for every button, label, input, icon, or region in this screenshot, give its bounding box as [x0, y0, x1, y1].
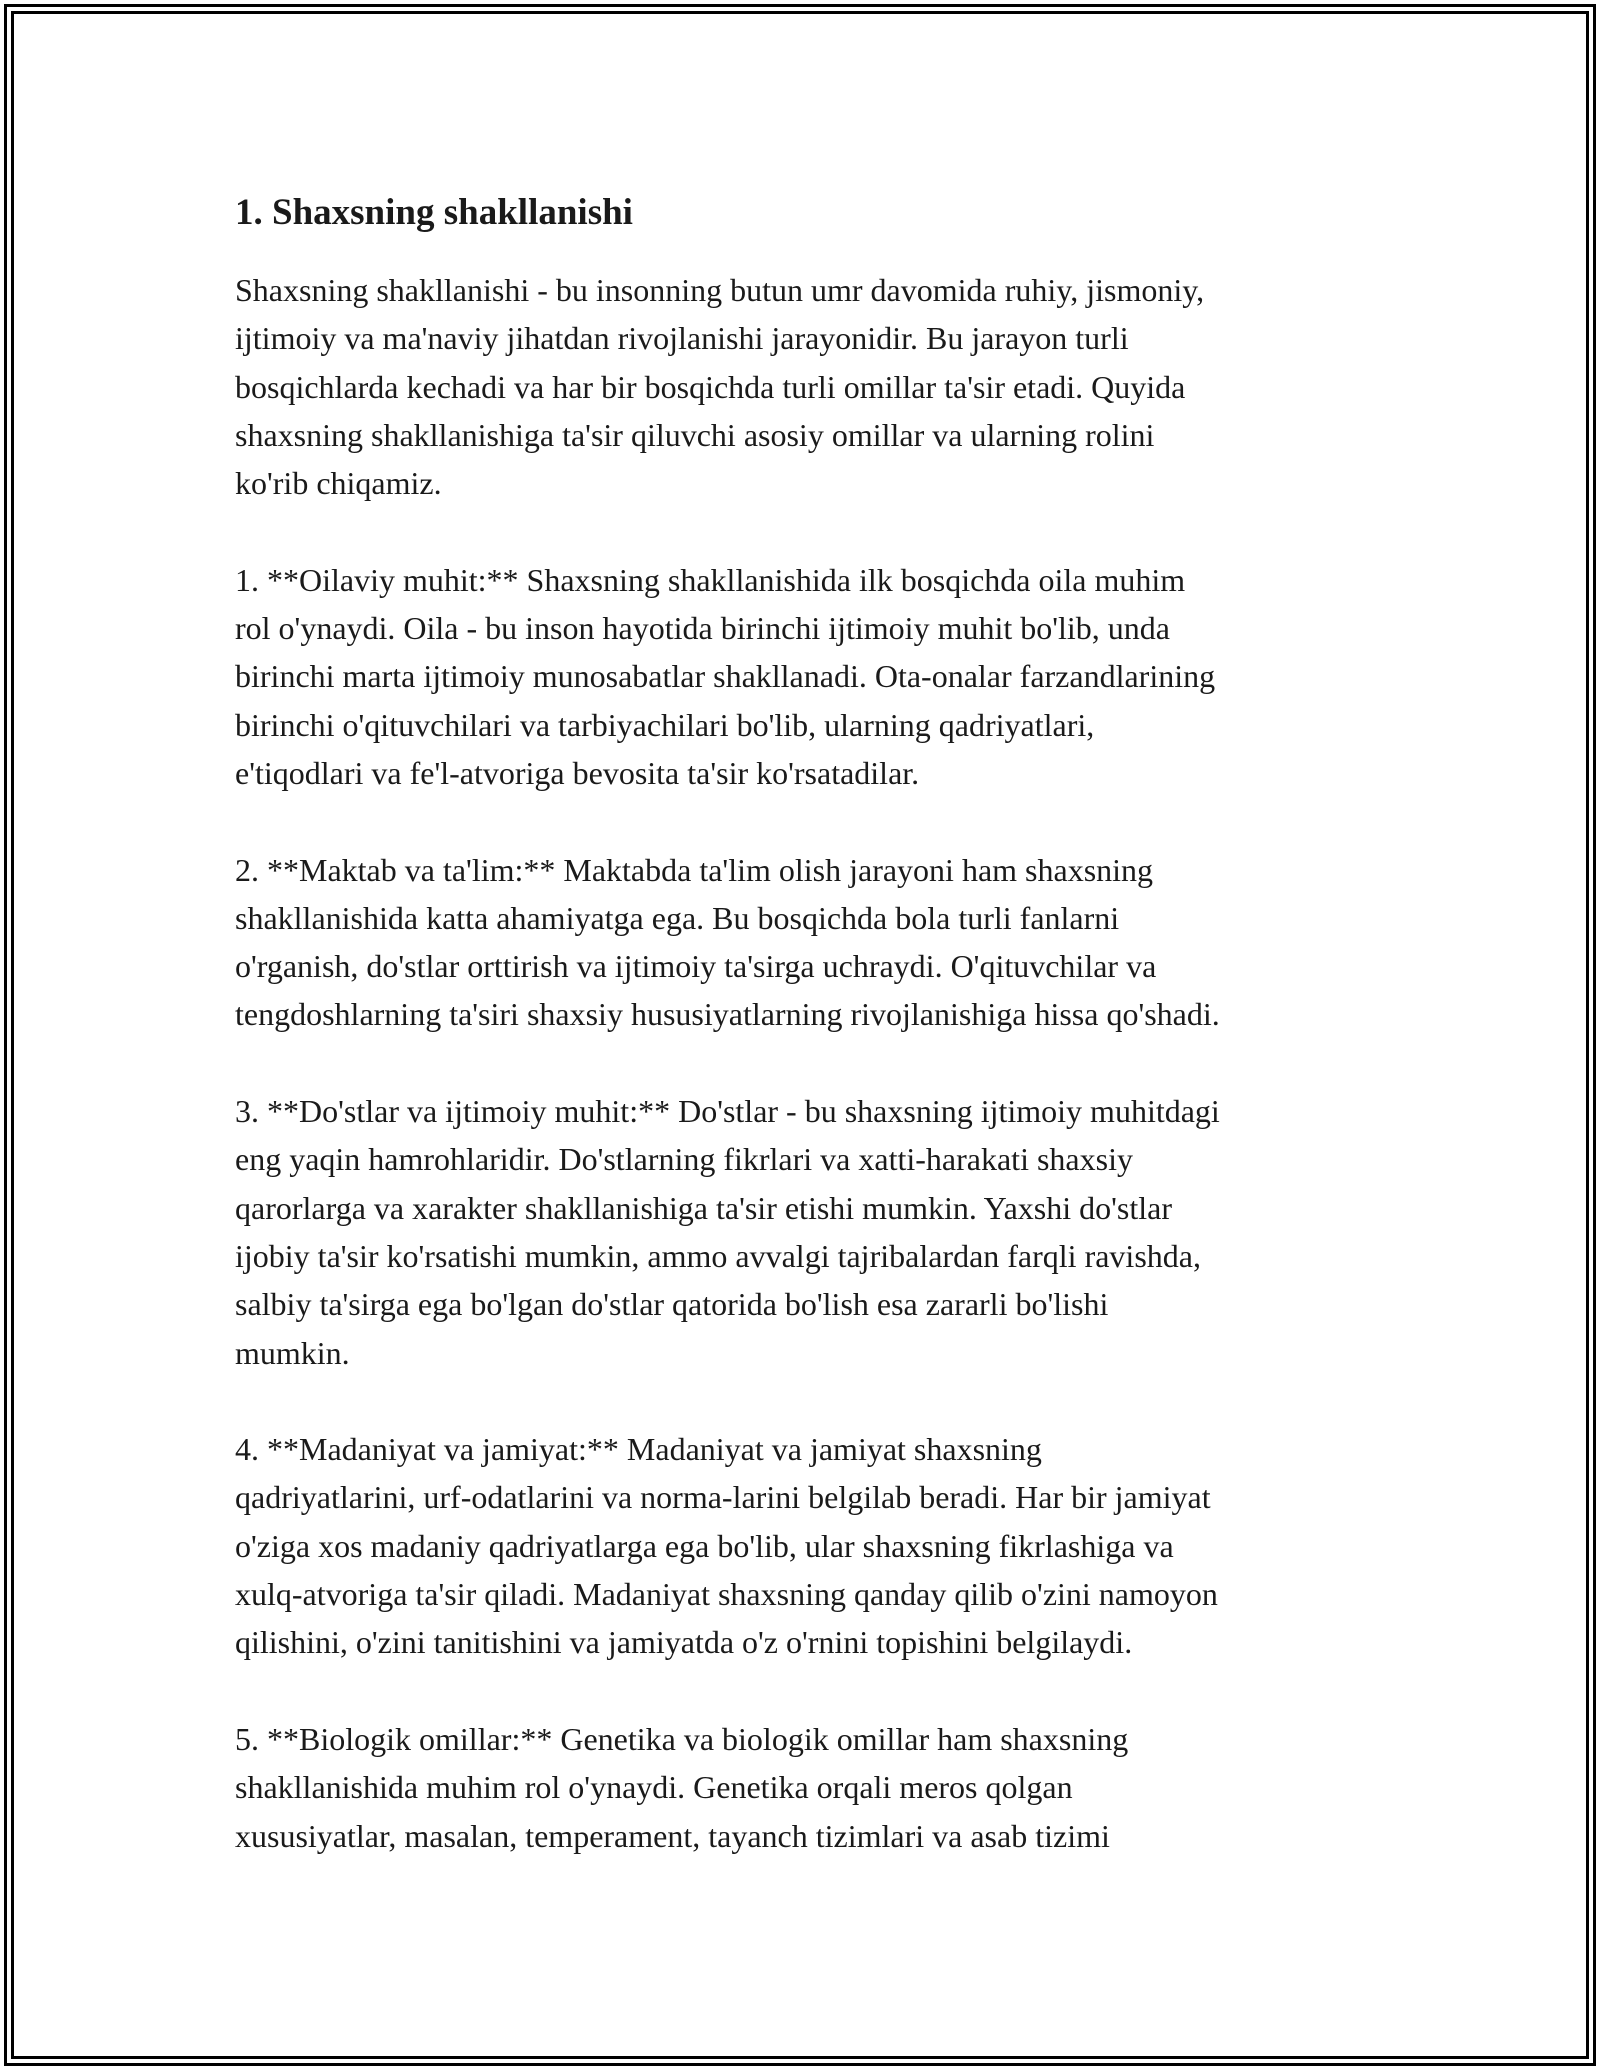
intro-paragraph: Shaxsning shakllanishi - bu insonning butun umr davomida ruhiy, jismoniy, ijtimoiy va ma'naviy jihatdan rivojlanishi jarayonidir. Bu jarayon turli bosqichlarda kechadi va har bir bosqichda turli omillar ta'sir etadi. Quyida shaxsning shakllanishiga ta'sir qiluvchi asosiy omillar va ularning rolini ko'rib chiqamiz.: [235, 272, 1205, 502]
paragraph-family-environment: 1. **Oilaviy muhit:** Shaxsning shakllanishida ilk bosqichda oila muhim rol o'ynaydi. Oila - bu inson hayotida birinchi ijtimoiy muhit bo'lib, unda birinchi marta ijtimoiy munosabatlar shakllanadi. Ota-onalar farzandlarining birinchi o'qituvchilari va tarbiyachilari bo'lib, ularning qadriyatlari, e'tiqodlari va fe'l-atvoriga bevosita ta'sir ko'rsatadilar.: [235, 561, 1216, 791]
section-title: 1. Shaxsning shakllanishi: [235, 192, 633, 233]
document-body: [235, 189, 1370, 1908]
paragraph-school-education: 2. **Maktab va ta'lim:** Maktabda ta'lim olish jarayoni ham shaxsning shakllanishida katta ahamiyatga ega. Bu bosqichda bola turli fanlarni o'rganish, do'stlar orttirish va ijtimoiy ta'sirga uchraydi. O'qituvchilar va tengdoshlarning ta'siri shaxsiy hususiyatlarning rivojlanishiga hissa qo'shadi.: [235, 851, 1220, 1033]
paragraph-biological-factors: 5. **Biologik omillar:** Genetika va biologik omillar ham shaxsning shakllanishida muhim rol o'ynaydi. Genetika orqali meros qolgan xususiyatlar, masalan, temperament, tayanch tizimlari va asab tizimi: [235, 1720, 1129, 1854]
paragraph-friends-social: 3. **Do'stlar va ijtimoiy muhit:** Do'stlar - bu shaxsning ijtimoiy muhitdagi eng yaqin hamrohlaridir. Do'stlarning fikrlari va xatti-harakati shaxsiy qarorlarga va xarakter shakllanishiga ta'sir etishi mumkin. Yaxshi do'stlar ijobiy ta'sir ko'rsatishi mumkin, ammo avvalgi tajribalardan farqli ravishda, salbiy ta'sirga ega bo'lgan do'stlar qatorida bo'lish esa zararli bo'lishi mumkin.: [235, 1093, 1220, 1371]
paragraph-culture-society: 4. **Madaniyat va jamiyat:** Madaniyat va jamiyat shaxsning qadriyatlarini, urf-odatlarini va norma-larini belgilab beradi. Har bir jamiyat o'ziga xos madaniy qadriyatlarga ega bo'lib, ular shaxsning fikrlashiga va xulq-atvoriga ta'sir qiladi. Madaniyat shaxsning qanday qilib o'zini namoyon qilishini, o'zini tanitishini va jamiyatda o'z o'rnini topishini belgilaydi.: [235, 1431, 1218, 1661]
